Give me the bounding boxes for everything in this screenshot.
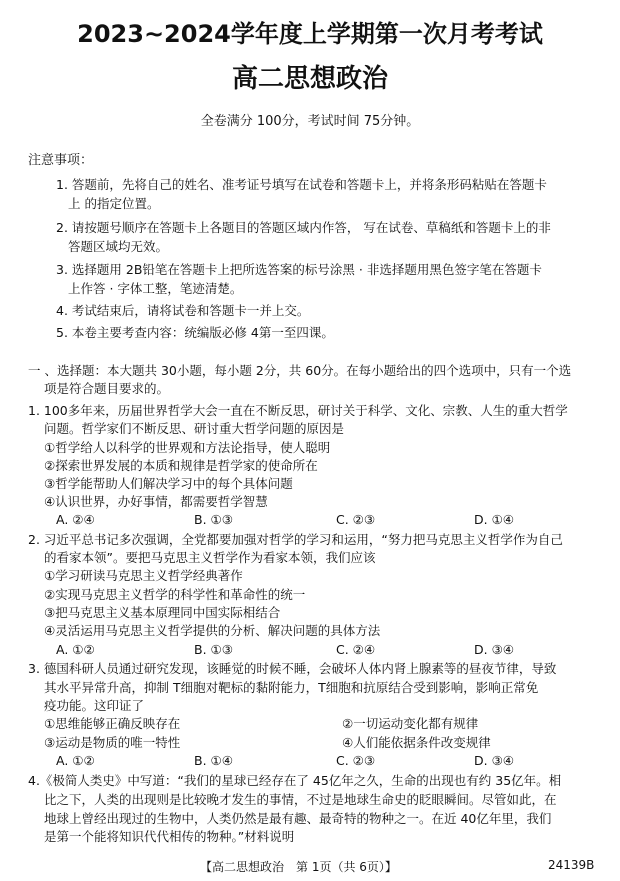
- section-heading: 一 、选择题：本大题共 30小题，每小题 2分，共 60分。在每小题给出的四个选项中，只有一个选: [28, 363, 572, 378]
- option-a: A. ①②: [56, 753, 95, 768]
- question-1-stem: 1. 100多年来，历届世界哲学大会一直在不断反思，研讨关于科学、文化、宗教、人生的重大哲学: [28, 403, 568, 418]
- notice-line: 4. 考试结束后，请将试卷和答题卡一并上交。: [56, 303, 310, 318]
- option-d: D. ①④: [474, 512, 514, 527]
- question-2-item: ④灵活运用马克思主义哲学提供的分析、解决问题的具体方法: [44, 623, 381, 638]
- question-3-stem: 疫功能。这印证了: [44, 698, 145, 713]
- question-3-stem: 其水平异常升高，抑制 T细胞对靶标的黏附能力，T细胞和抗原结合受到影响，影响正常免: [44, 680, 539, 695]
- question-1-item: ①哲学给人以科学的世界观和方法论指导，使人聪明: [44, 440, 331, 455]
- option-c: C. ②③: [336, 512, 376, 527]
- question-2-stem: 的看家本领”。要把马克思主义哲学作为看家本领，我们应该: [44, 550, 376, 565]
- notice-line: 上作答 · 字体工整，笔迹清楚。: [68, 281, 243, 296]
- option-d: D. ③④: [474, 642, 514, 657]
- section-heading: 项是符合题目要求的。: [44, 381, 170, 396]
- question-3-item: ③运动是物质的唯一特性: [44, 735, 181, 750]
- notice-line: 上 的指定位置。: [68, 196, 160, 211]
- question-4-stem: 地球上曾经出现过的生物中，人类仍然是最有趣、最奇特的物种之一。在近 40亿年里，我们: [44, 811, 552, 826]
- option-c: C. ②④: [336, 642, 376, 657]
- option-a: A. ①②: [56, 642, 95, 657]
- question-4-stem: 4.《极简人类史》中写道：“我们的星球已经存在了 45亿年之久，生命的出现也有约 35亿年。相: [28, 773, 562, 788]
- option-c: C. ②③: [336, 753, 376, 768]
- option-a: A. ②④: [56, 512, 95, 527]
- question-1-stem: 问题。哲学家们不断反思、研讨重大哲学问题的原因是: [44, 421, 345, 436]
- notice-heading: 注意事项：: [28, 153, 94, 168]
- question-2-item: ①学习研读马克思主义哲学经典著作: [44, 568, 243, 583]
- exam-info: 全卷满分 100分，考试时间 75分钟。: [200, 114, 420, 129]
- question-3-item: ②一切运动变化都有规律: [342, 716, 479, 731]
- question-4-stem: 比之下，人类的出现则是比较晚才发生的事情，不过是地球生命史的眨眼瞬间。尽管如此，在: [44, 792, 557, 807]
- question-3-item: ④人们能依据条件改变规律: [342, 735, 491, 750]
- page-footer: 【高二思想政治 第 1页（共 6页）】: [200, 860, 397, 874]
- exam-title: 2023~2024学年度上学期第一次月考考试: [77, 20, 543, 48]
- option-b: B. ①③: [194, 642, 233, 657]
- question-2-item: ②实现马克思主义哲学的科学性和革命性的统一: [44, 587, 306, 602]
- question-1-item: ③哲学能帮助人们解决学习中的每个具体问题: [44, 476, 293, 491]
- notice-line: 答题区域均无效。: [68, 239, 169, 254]
- question-1-item: ②探索世界发展的本质和规律是哲学家的使命所在: [44, 458, 318, 473]
- notice-line: 2. 请按题号顺序在答题卡上各题目的答题区域内作答， 写在试卷、草稿纸和答题卡上的非: [56, 220, 551, 235]
- question-3-stem: 3. 德国科研人员通过研究发现，该睡觉的时候不睡，会破坏人体内肾上腺素等的昼夜节律，导致: [28, 661, 557, 676]
- option-b: B. ①④: [194, 753, 233, 768]
- notice-line: 1. 答题前，先将自己的姓名、准考证号填写在试卷和答题卡上，并将条形码粘贴在答题卡: [56, 177, 547, 192]
- question-2-stem: 2. 习近平总书记多次强调，全党都要加强对哲学的学习和运用，“努力把马克思主义哲学作为自己: [28, 532, 563, 547]
- question-3-item: ①思维能够正确反映存在: [44, 716, 181, 731]
- question-4-stem: 是第一个能将知识代代相传的物种。”材料说明: [44, 829, 295, 844]
- notice-line: 5. 本卷主要考查内容：统编版必修 4第一至四课。: [56, 325, 334, 340]
- option-b: B. ①③: [194, 512, 233, 527]
- notice-line: 3. 选择题用 2B铅笔在答题卡上把所选答案的标号涂黑 · 非选择题用黑色签字笔在答题卡: [56, 262, 542, 277]
- question-1-item: ④认识世界，办好事情，都需要哲学智慧: [44, 494, 268, 509]
- exam-code: 24139B: [548, 858, 595, 872]
- question-2-item: ③把马克思主义基本原理同中国实际相结合: [44, 605, 281, 620]
- option-d: D. ③④: [474, 753, 514, 768]
- subject-title: 高二思想政治: [231, 64, 388, 94]
